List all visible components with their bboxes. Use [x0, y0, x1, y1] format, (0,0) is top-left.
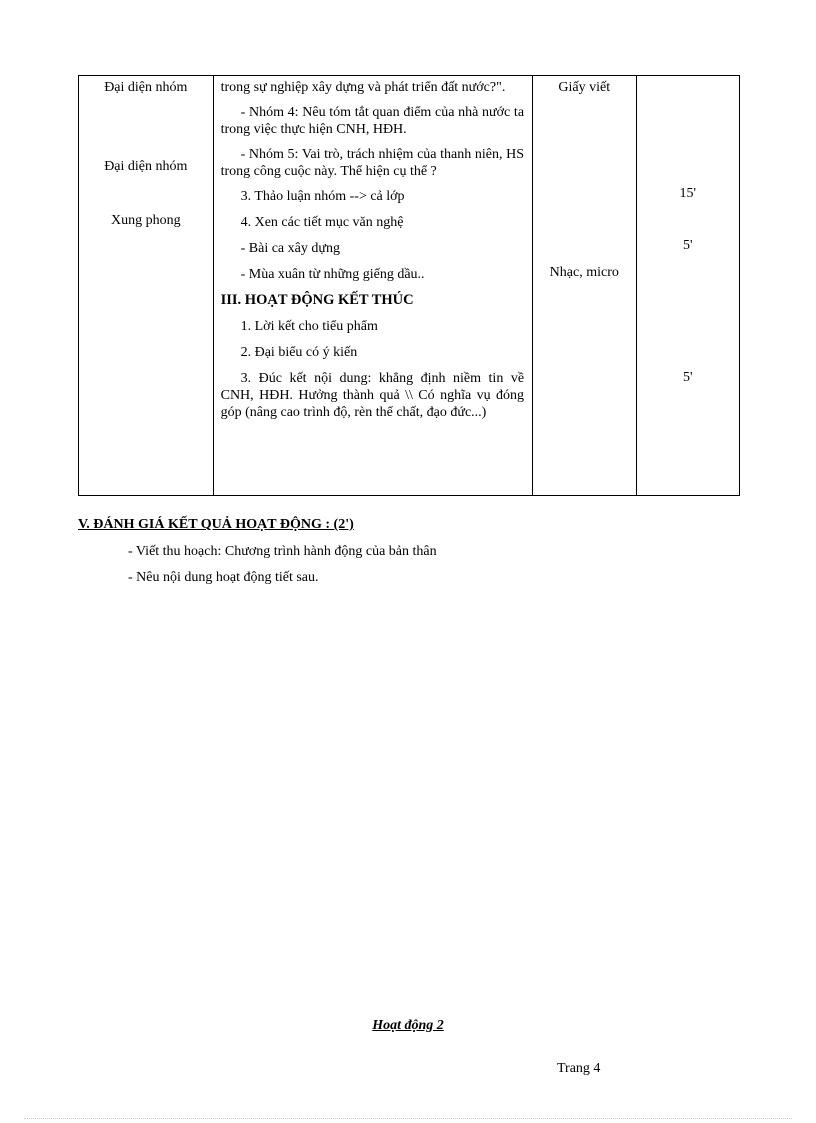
- material-label: Nhạc, micro: [549, 265, 619, 280]
- time-label: 15': [679, 186, 697, 201]
- materials-cell: [533, 76, 636, 496]
- section-heading: III. HOẠT ĐỘNG KẾT THÚC: [220, 292, 414, 308]
- content-item: 2. Đại biểu có ý kiến: [240, 345, 358, 360]
- material-label: Giấy viết: [558, 80, 611, 95]
- participants-cell: [79, 76, 214, 496]
- content-item: 3. Thảo luận nhóm --> cả lớp: [240, 189, 405, 204]
- participant-label: Xung phong: [110, 213, 181, 228]
- time-label: 5': [682, 238, 693, 253]
- time-label: 5': [682, 370, 693, 385]
- section-title: V. ĐÁNH GIÁ KẾT QUẢ HOẠT ĐỘNG : (2'): [78, 517, 354, 532]
- content-paragraph: 3. Đúc kết nội dung: khẳng định niềm tin về CNH, HĐH. Hưởng thành quả \\ Có nghĩa vụ đóng góp (nâng cao trình độ, rèn thể chất, đạo đức...): [220, 371, 525, 420]
- content-paragraph: - Nhóm 4: Nêu tóm tắt quan điểm của nhà nước ta trong việc thực hiện CNH, HĐH.: [220, 105, 525, 137]
- lesson-plan-table: [78, 75, 740, 496]
- bullet-item: - Nêu nội dung hoạt động tiết sau.: [128, 570, 319, 585]
- footer-title: Hoạt động 2: [372, 1018, 444, 1033]
- content-item: - Mùa xuân từ những giếng dầu..: [240, 267, 425, 282]
- content-paragraph: - Nhóm 5: Vai trò, trách nhiệm của thanh niên, HS trong công cuộc này. Thể hiện cụ thể ?: [220, 147, 525, 179]
- table-row: [79, 76, 740, 496]
- content-item: 1. Lời kết cho tiểu phẩm: [240, 319, 378, 334]
- bullet-item: - Viết thu hoạch: Chương trình hành động của bản thân: [128, 544, 437, 559]
- content-item: - Bài ca xây dựng: [240, 241, 340, 256]
- page-number: Trang 4: [557, 1061, 601, 1076]
- time-cell: [636, 76, 739, 496]
- content-cell: [213, 76, 532, 496]
- participant-label: Đại diện nhóm: [104, 159, 188, 174]
- content-item: 4. Xen các tiết mục văn nghệ: [240, 215, 404, 230]
- participant-label: Đại diện nhóm: [104, 80, 188, 95]
- page-bottom-divider: [24, 1118, 792, 1119]
- content-paragraph: trong sự nghiệp xây dựng và phát triển đất nước?".: [220, 80, 506, 95]
